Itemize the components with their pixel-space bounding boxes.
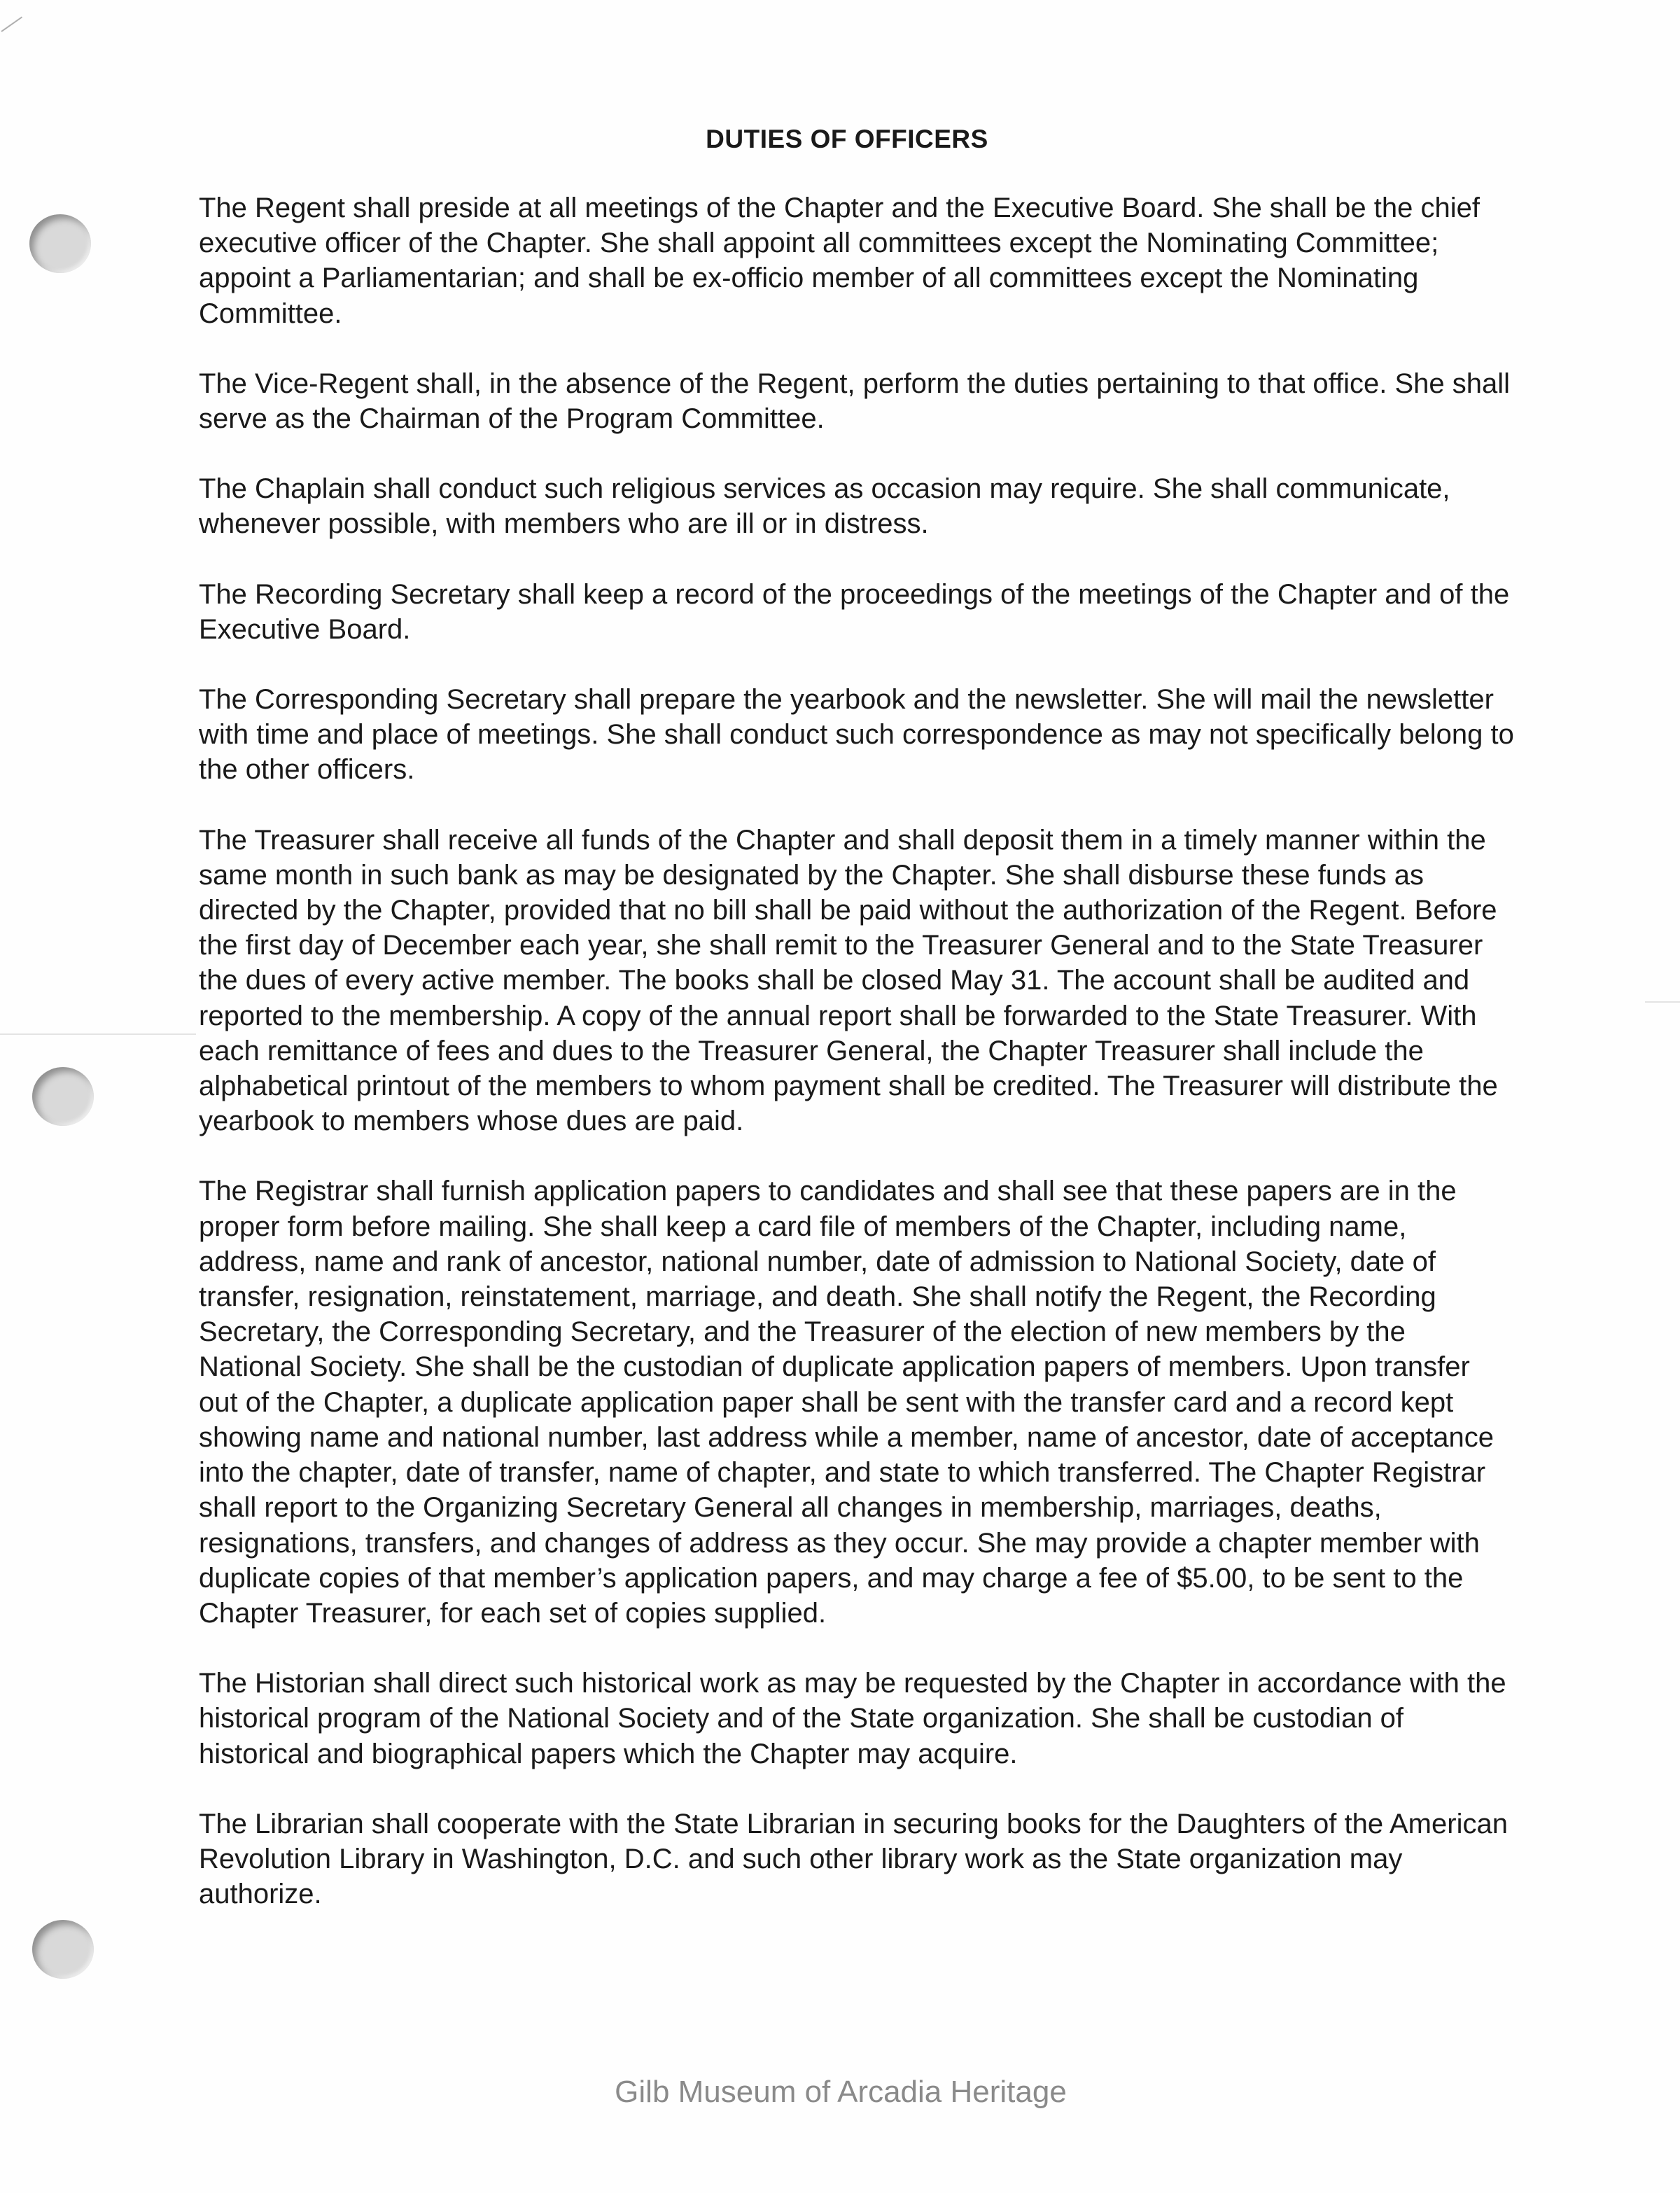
paragraph-treasurer: The Treasurer shall receive all funds of the Chapter and shall deposit them in a timely manner within the same month in such bank as may be designated by the Chapter. She shall disburse these funds as directed by the Chapter, provided that no bill shall be paid without the authorization of the Regent. Before the first day of December each year, she shall remit to the Treasurer General and to the State Treasurer the dues of every active member. The books shall be closed May 31. The account shall be audited and reported to the membership. A copy of the annual report shall be forwarded to the State Treasurer. With each remittance of fees and dues to the Treasurer General, the Chapter Treasurer shall include the alphabetical printout of the members to whom payment shall be credited. The Treasurer will distribute the yearbook to members whose dues are paid. <box>199 824 1498 1137</box>
paragraph-vice-regent: The Vice-Regent shall, in the absence of the Regent, perform the duties pertaining to that office. She shall serve as the Chairman of the Program Committee. <box>199 368 1511 435</box>
scan-fold-line-left <box>0 1033 196 1035</box>
paragraph-historian: The Historian shall direct such historical work as may be requested by the Chapter in accordance with the historical program of the National Society and of the State organization. She shall be custodian of historical and biographical papers which the Chapter may acquire. <box>199 1668 1506 1769</box>
punch-hole-top <box>29 214 91 273</box>
paragraph-librarian: The Librarian shall cooperate with the State Librarian in securing books for the Daughters of the American Revolution Library in Washington, D.C. and such other library work as the State organization may authorize. <box>199 1808 1508 1910</box>
scan-fold-line-right <box>1645 1001 1680 1003</box>
paragraph-corresponding-secretary: The Corresponding Secretary shall prepare the yearbook and the newsletter. She will mail the newsletter with time and place of meetings. She shall conduct such correspondence as may not specifically belong to the other officers. <box>199 684 1514 786</box>
paragraph-recording-secretary: The Recording Secretary shall keep a record of the proceedings of the meetings of the Chapter and of the Executive Board. <box>199 578 1510 645</box>
paragraph-registrar: The Registrar shall furnish application papers to candidates and shall see that these papers are in the proper form before mailing. She shall keep a card file of members of the Chapter, including name, address, name and rank of ancestor, national number, date of admission to National Society, date of transfer, resignation, reinstatement, marriage, and death. She shall notify the Regent, the Recording Secretary, the Corresponding Secretary, and the Treasurer of the election of new members by the National Society. She shall be the custodian of duplicate application papers of members. Upon transfer out of the Chapter, a duplicate application paper shall be sent with the transfer card and a record kept showing name and national number, last address while a member, name of ancestor, date of acceptance into the chapter, date of transfer, name of chapter, and state to which transferred. The Chapter Registrar shall report to the Organizing Secretary General all changes in membership, marriages, deaths, resignations, transfers, and changes of address as they occur. She may provide a chapter member with duplicate copies of that member’s application papers, and may charge a fee of $5.00, to be sent to the Chapter Treasurer, for each set of copies supplied. <box>199 1176 1494 1629</box>
scan-corner-mark <box>1 17 22 32</box>
punch-hole-bottom <box>32 1920 94 1979</box>
document-body <box>199 190 1515 1947</box>
paragraph-chaplain: The Chaplain shall conduct such religious services as occasion may require. She shall communicate, whenever possible, with members who are ill or in distress. <box>199 473 1450 540</box>
document-title: DUTIES OF OFFICERS <box>706 125 988 153</box>
paragraph-regent: The Regent shall preside at all meetings of the Chapter and the Executive Board. She shall be the chief executive officer of the Chapter. She shall appoint all committees except the Nominating Committee; appoint a Parliamentarian; and shall be ex-officio member of all committees except the Nominating Committee. <box>199 193 1480 329</box>
punch-hole-middle <box>32 1067 94 1126</box>
footer-watermark: Gilb Museum of Arcadia Heritage <box>615 2075 1067 2109</box>
